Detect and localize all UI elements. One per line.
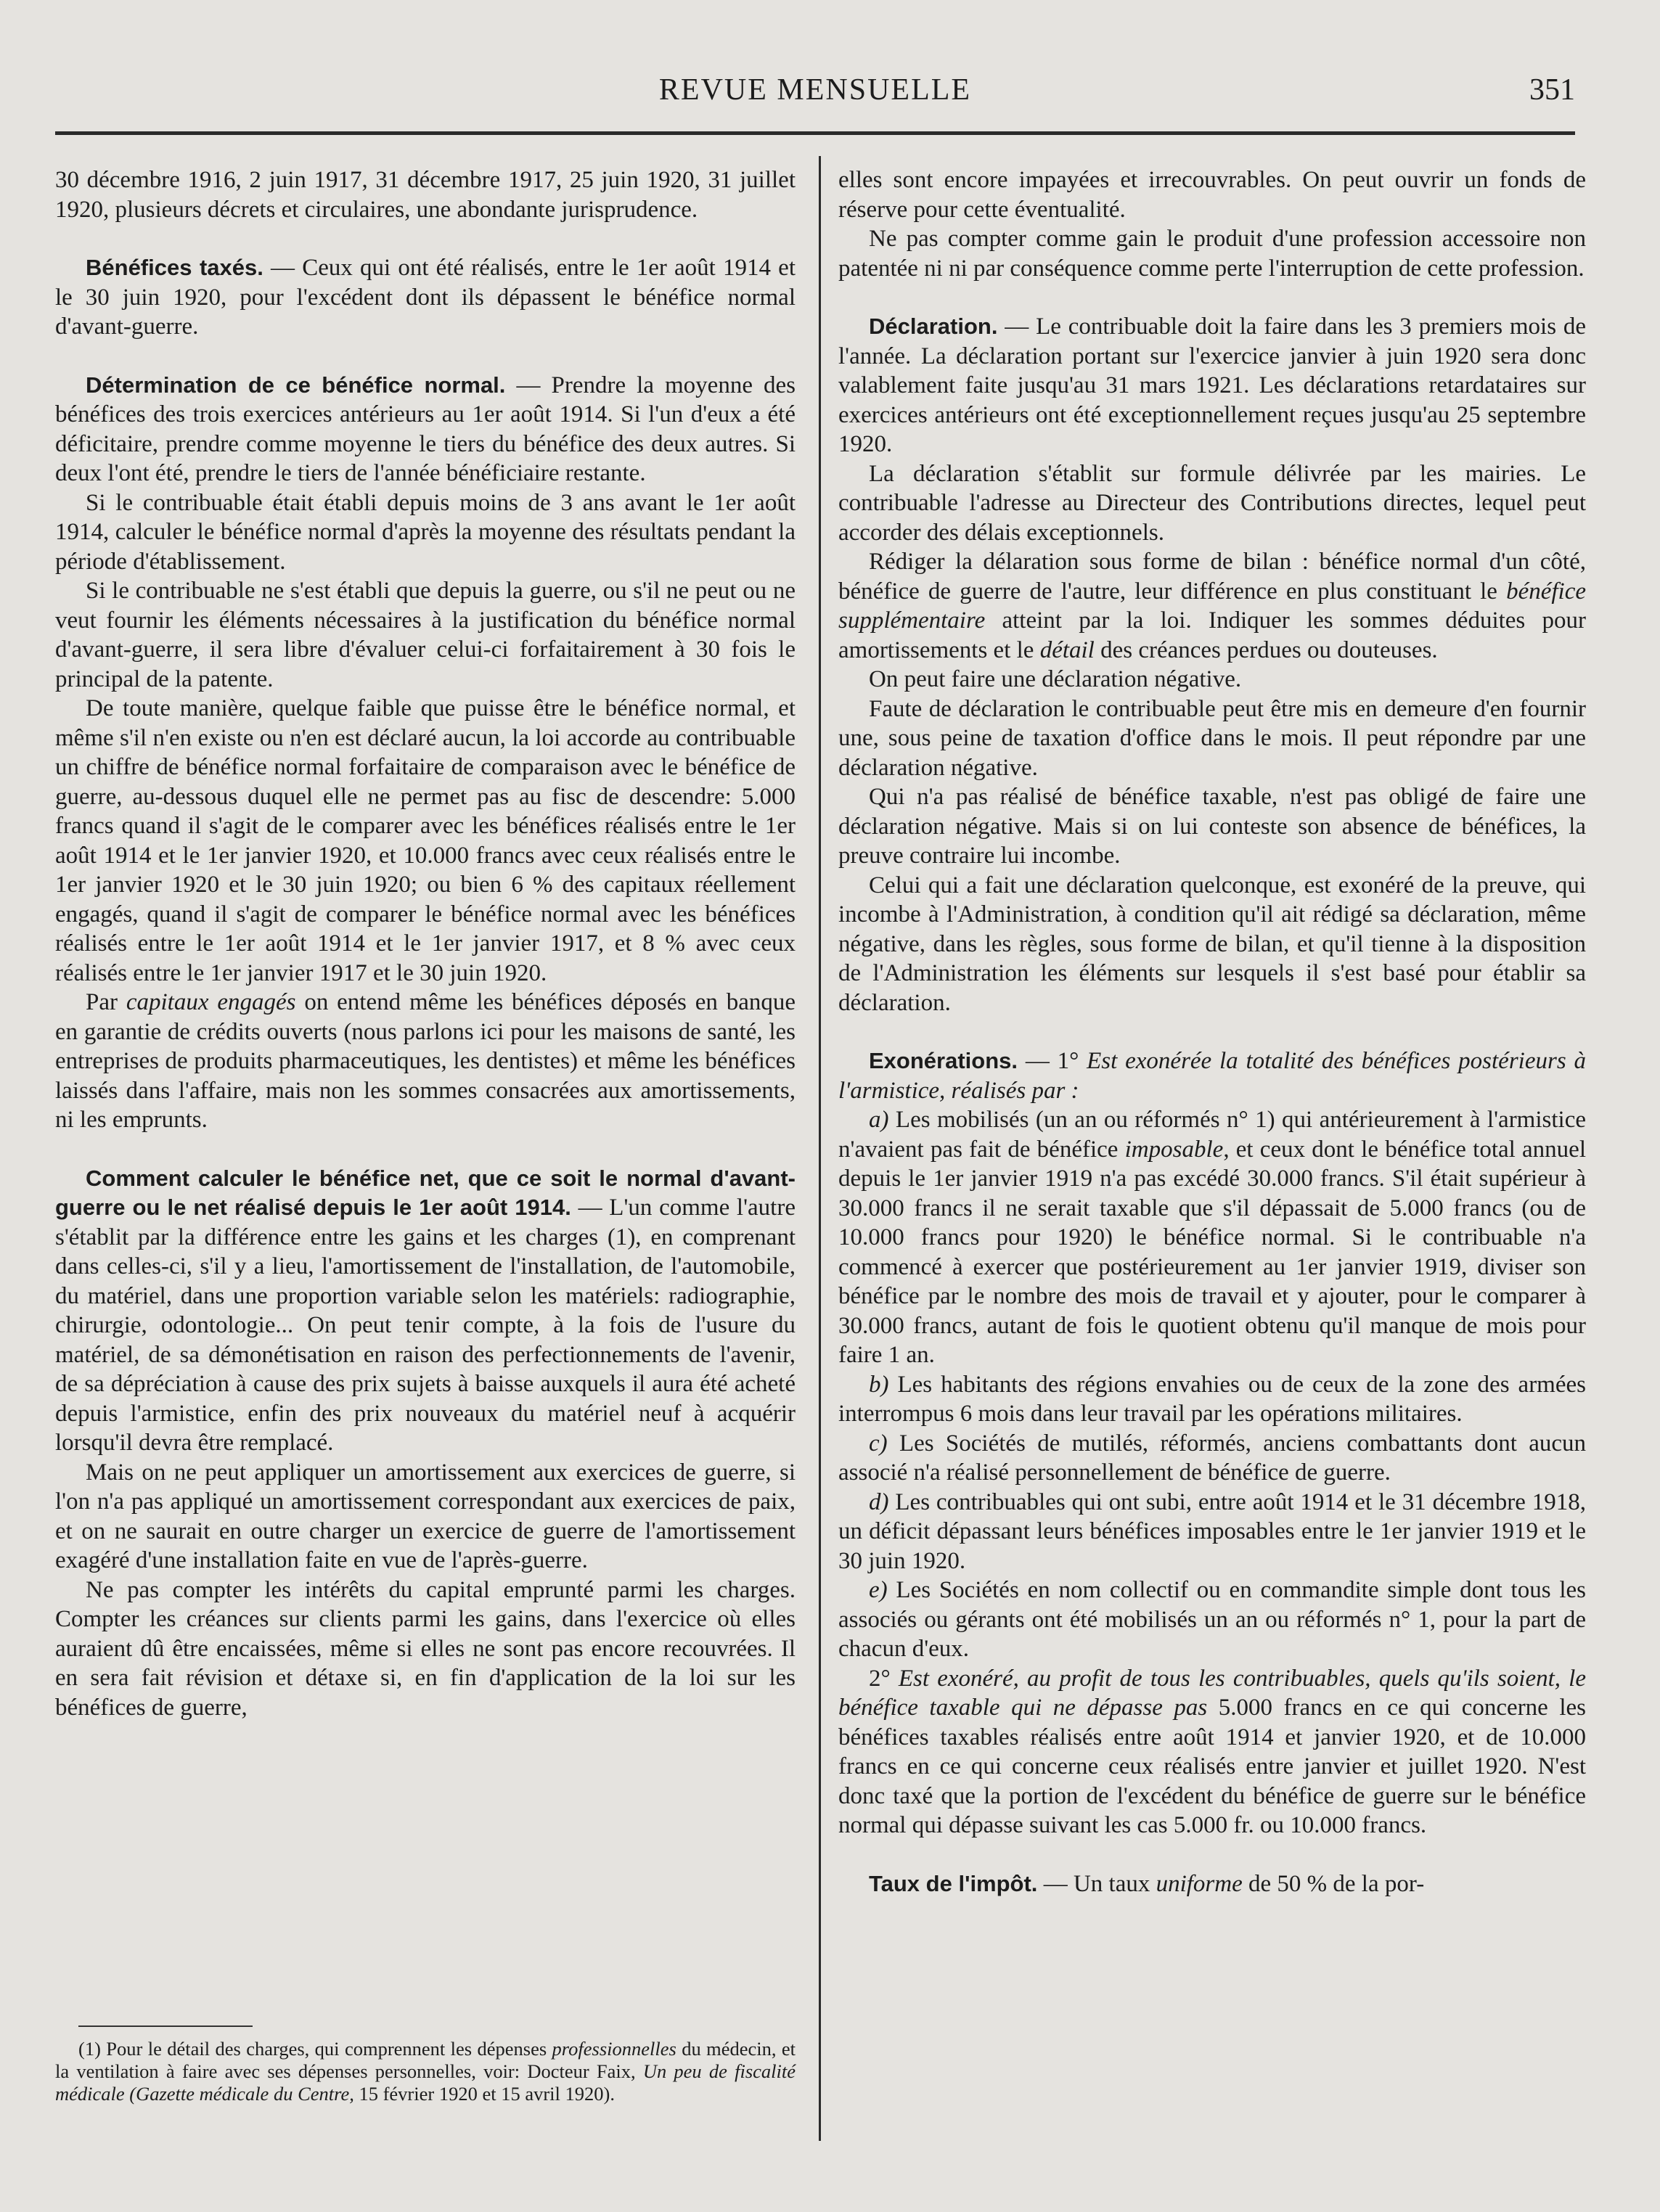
list-marker: c) [869, 1430, 888, 1457]
paragraph-text: — Ceux qui ont été réalisés, entre le 1er août 1914 et le 30 juin 1920, pour l'excédent dont ils dépassent le bénéfice normal d'avant-guerre. [55, 255, 796, 340]
paragraph-text: Les habitants des régions envahies ou de ceux de la zone des armées interrompus 6 mois dans leur travail par les opérations militaires. [838, 1371, 1586, 1427]
paragraph-text: — Prendre la moyenne des bénéfices des trois exercices antérieurs au 1er août 1914. Si l'un d'eux a été déficitaire, prendre comme moyenne le tiers du bénéfice des deux autres. Si deux l'ont été, prendre le tiers de l'année bénéficiaire restante. [55, 372, 796, 486]
paragraph: Si le contribuable ne s'est établi que depuis la guerre, ou s'il ne peut ou ne veut fournir les éléments nécessaires à la justification du bénéfice normal d'avant-guerre, il sera libre d'évaluer celui-ci forfaitairement à 30 fois le principal de la patente. [55, 578, 796, 692]
section-heading: Détermination de ce bénéfice normal. [86, 372, 506, 398]
footnote [55, 2038, 796, 2105]
paragraph-text: — L'un comme l'autre s'établit par la différence entre les gains et les charges (1), en comprenant dans celles-ci, s'il y a lieu, l'amortissement de l'installation, de l'automobile, du matériel, dans une proportion variable selon les matériels: radiographie, chirurgie, odontologie... On peut tenir compte, à la fois de l'usure du matériel, de sa démonétisation en raison des perfectionnements de l'avenir, de sa dépréciation à cause des prix sujets à baisse auxquels il aura été acheté depuis l'armistice, enfin des prix nouveaux du matériel neuf à acquérir lorsqu'il devra être remplacé. [55, 1195, 796, 1456]
emphasis: professionnelles [552, 2038, 676, 2060]
footnote-part: (1) Pour le détail des charges, qui comprennent les dépenses [78, 2038, 552, 2060]
emphasis: détail [1039, 636, 1095, 663]
paragraph: On peut faire une déclaration négative. [869, 666, 1242, 692]
paragraph [838, 547, 1586, 665]
paragraph [838, 1664, 1586, 1840]
list-marker: e) [869, 1577, 888, 1603]
paragraph-text: — 1° [1018, 1048, 1087, 1074]
paragraph-text: Les mobilisés (un an ou réformés n° 1) qui antérieurement à l'armistice n'avaient pas fait de bénéfice [838, 1107, 1586, 1163]
footnote-part: 15 février 1920 et 15 avril 1920). [353, 2083, 615, 2105]
paragraph [838, 1105, 1586, 1370]
paragraph-text: 2° [869, 1665, 899, 1692]
paragraph-text: , et ceux dont le bénéfice total annuel depuis le 1er janvier 1919 n'a pas excédé 30.000 francs. S'il était supérieur à 30.000 francs il ne serait taxable que s'il dépassait de 5.000 francs (ou de 10.000 francs pour 1920) le bénéfice normal. Si le contribuable n'a commencé à exercer que postérieurement au 1er janvier 1919, diviser son bénéfice par le nombre des mois de travail et y ajouter, pour le comparer à 30.000 francs, autant de fois le quotient obtenu qu'il manque de mois pour faire 1 an. [838, 1136, 1586, 1368]
paragraph-text: Les contribuables qui ont subi, entre août 1914 et le 31 décembre 1918, un déficit dépassant leurs bénéfices imposables entre le 1er janvier 1919 et le 30 juin 1920. [838, 1488, 1586, 1574]
paragraph: Ne pas compter les intérêts du capital emprunté parmi les charges. Compter les créances sur clients parmi les gains, dans l'exercice où elles auraient dû être encaissées, même si elles ne sont pas encore recouvrées. Il en sera fait révision et détaxe si, en fin d'application de la loi sur les bénéfices de guerre, [55, 1576, 796, 1721]
emphasis: uniforme [1156, 1870, 1243, 1897]
section-heading: Comment calculer le bénéfice net, que ce soit le normal d'avant-guerre ou le net réalisé depuis le 1er août 1914. [55, 1165, 796, 1220]
paragraph [838, 1046, 1586, 1105]
section-heading: Exonérations. [869, 1048, 1018, 1073]
paragraph [838, 1429, 1586, 1488]
emphasis: Un peu de fiscalité médicale (Gazette médicale du Centre, [55, 2060, 796, 2105]
column-divider [819, 156, 821, 2141]
paragraph-text: Par [86, 989, 126, 1015]
running-header [55, 73, 1575, 116]
paragraph-text: Les Sociétés en nom collectif ou en commandite simple dont tous les associés ou gérants ont été mobilisés un an ou réformés n° 1, pour la part de chacun d'eux. [838, 1577, 1586, 1662]
emphasis: bénéfice supplémentaire [838, 578, 1586, 634]
paragraph [55, 1164, 796, 1458]
section-heading: Déclaration. [869, 314, 998, 339]
footnote-text [55, 2038, 796, 2105]
paragraph-text: — Le contribuable doit la faire dans les 3 premiers mois de l'année. La déclaration portant sur l'exercice janvier à juin 1920 sera donc valablement faite jusqu'au 31 mars 1921. Les déclarations retardataires sur exercices antérieurs ont été exceptionnellement reçues jusqu'au 25 septembre 1920. [838, 314, 1586, 457]
paragraph [838, 1869, 1586, 1899]
footnote-part: du médecin, et la ventilation à faire avec ses dépenses personnelles, voir: Docteur Faix, [55, 2038, 796, 2082]
page-number: 351 [1529, 73, 1575, 107]
paragraph [55, 253, 796, 342]
emphasis: imposable [1124, 1136, 1224, 1163]
paragraph: La déclaration s'établit sur formule délivrée par les mairies. Le contribuable l'adresse au Directeur des Contributions directes, lequel peut accorder des délais exceptionnels. [838, 460, 1586, 546]
paragraph: Faute de déclaration le contribuable peut être mis en demeure d'en fournir une, sous peine de taxation d'office dans le mois. Il peut répondre par une déclaration négative. [838, 695, 1586, 781]
paragraph: Si le contribuable était établi depuis moins de 3 ans avant le 1er août 1914, calculer le bénéfice normal d'après la moyenne des résultats pendant la période d'établissement. [55, 489, 796, 575]
paragraph [838, 1576, 1586, 1664]
paragraph [838, 1488, 1586, 1576]
paragraph: 30 décembre 1916, 2 juin 1917, 31 décembre 1917, 25 juin 1920, 31 juillet 1920, plusieurs décrets et circulaires, une abondante jurisprudence. [55, 167, 796, 223]
paragraph: Mais on ne peut appliquer un amortissement aux exercices de guerre, si l'on n'a pas appliqué un amortissement correspondant aux exercices de paix, et on ne saurait en outre charger un exercice de guerre de l'amortissement exagéré d'une installation faite en vue de l'après-guerre. [55, 1459, 796, 1573]
paragraph-text: des créances perdues ou douteuses. [1094, 636, 1438, 663]
paragraph: Ne pas compter comme gain le produit d'une profession accessoire non patentée ni ni par conséquence comme perte l'interruption de cette profession. [838, 226, 1586, 282]
paragraph-text: de 50 % de la por- [1242, 1870, 1425, 1897]
list-marker: a) [869, 1107, 889, 1133]
paragraph-text: — Un taux [1037, 1870, 1156, 1897]
paragraph: Celui qui a fait une déclaration quelconque, est exonéré de la preuve, qui incombe à l'Administration, à condition qu'il ait rédigé sa déclaration, même négative, dans les règles, sous forme de bilan, et qu'il tienne à la disposition de l'Administration les éléments sur lesquels il s'est basé pour établir sa déclaration. [838, 872, 1586, 1016]
paragraph-text: on entend même les bénéfices déposés en banque en garantie de crédits ouverts (nous parlons ici pour les maisons de santé, les entreprises de produits pharmaceutiques, les dentistes) et même les bénéfices laissés dans l'affaire, mais non les sommes consacrées aux amortissements, ni les emprunts. [55, 989, 796, 1133]
section-heading: Bénéfices taxés. [86, 255, 263, 280]
section-heading: Taux de l'impôt. [869, 1870, 1038, 1896]
paragraph [838, 312, 1586, 459]
paragraph-text: Rédiger la délaration sous forme de bilan : bénéfice normal d'un côté, bénéfice de guerre de l'autre, leur différence en plus constituant le [838, 549, 1586, 605]
journal-title: REVUE MENSUELLE [658, 73, 972, 107]
paragraph [838, 1370, 1586, 1429]
list-marker: d) [869, 1488, 889, 1515]
header-rule [55, 131, 1575, 135]
left-column [55, 165, 796, 1722]
emphasis: capitaux engagés [126, 989, 296, 1015]
paragraph-text: 5.000 francs en ce qui concerne les bénéfices taxables réalisés entre août 1914 et janvier 1920, et de 10.000 francs en ce qui concerne ceux réalisés entre janvier et juillet 1920. N'est donc taxé que la portion de l'excédent du bénéfice de guerre sur le bénéfice normal qui dépasse suivant les cas 5.000 fr. ou 10.000 francs. [838, 1695, 1586, 1838]
paragraph [55, 988, 796, 1135]
paragraph: De toute manière, quelque faible que puisse être le bénéfice normal, et même s'il n'en existe ou n'en est déclaré aucun, la loi accorde au contribuable un chiffre de bénéfice normal forfaitaire de comparaison avec le bénéfice de guerre, au-dessous duquel elle ne permet pas au fisc de descendre: 5.000 francs quand il s'agit de le comparer avec les bénéfices réalisés entre le 1er août 1914 et le 1er janvier 1920, et 10.000 francs avec ceux réalisés entre le 1er janvier 1920 et le 30 juin 1920; ou bien 6 % des capitaux réellement engagés, quand il s'agit de comparer le bénéfice normal avec les bénéfices réalisés entre le 1er août 1914 et le 1er janvier 1917, et 8 % avec ceux réalisés entre le 1er janvier 1917 et le 30 juin 1920. [55, 695, 796, 986]
emphasis: Est exonérée la totalité des bénéfices postérieurs à l'armistice, réalisés par : [838, 1048, 1586, 1104]
paragraph-text: Les Sociétés de mutilés, réformés, anciens combattants dont aucun associé n'a réalisé personnellement de bénéfice de guerre. [838, 1430, 1586, 1486]
right-column [838, 165, 1586, 1898]
footnote-rule [78, 2025, 253, 2027]
emphasis: Est exonéré, au profit de tous les contribuables, quels qu'ils soient, le bénéfice taxable qui ne dépasse pas [838, 1665, 1587, 1721]
list-marker: b) [869, 1371, 889, 1398]
paragraph: Qui n'a pas réalisé de bénéfice taxable, n'est pas obligé de faire une déclaration négative. Mais si on lui conteste son absence de bénéfices, la preuve contraire lui incombe. [838, 784, 1586, 869]
paragraph: elles sont encore impayées et irrecouvrables. On peut ouvrir un fonds de réserve pour cette éventualité. [838, 167, 1586, 223]
paragraph-text: atteint par la loi. Indiquer les sommes déduites pour amortissements et le [838, 607, 1586, 663]
paragraph [55, 371, 796, 488]
